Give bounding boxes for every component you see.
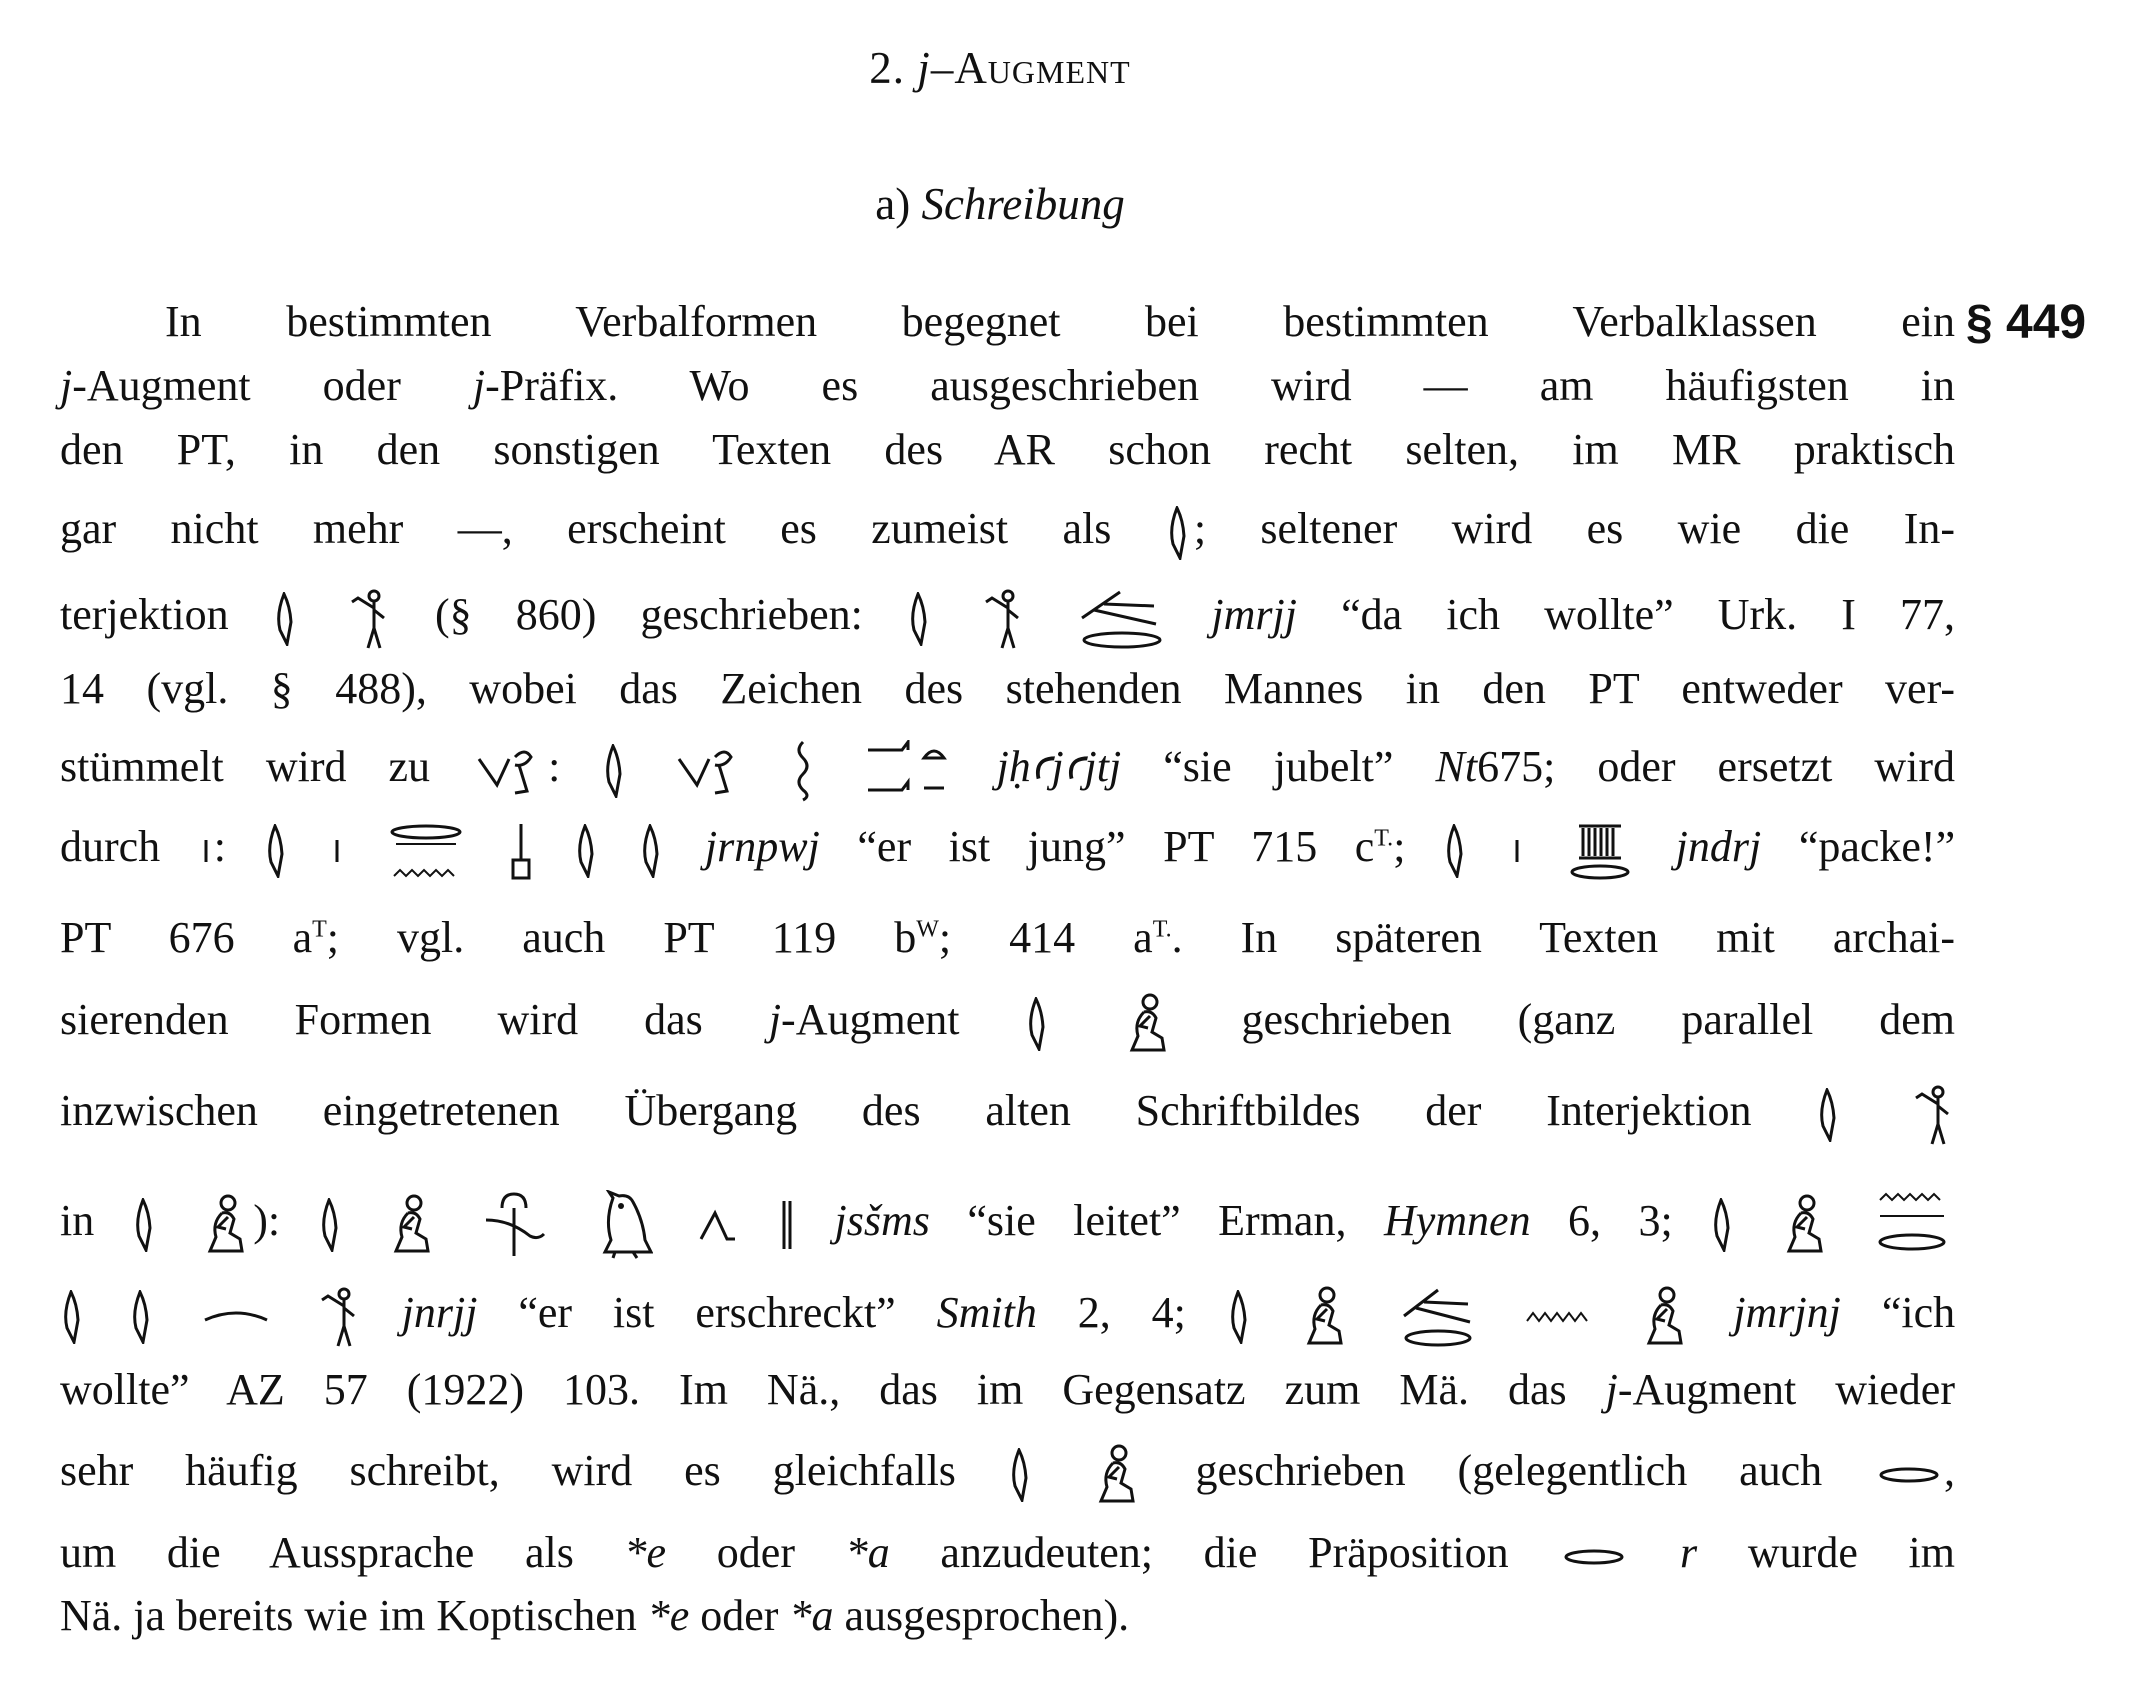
text-run: ; (1393, 822, 1406, 872)
text-line (60, 820, 1955, 882)
text-run: T. (1152, 916, 1172, 943)
text-run: T. (1374, 825, 1394, 852)
text-run: wollte” AZ 57 (1922) 103. Im Nä., das im Gegensatz zum Mä. das (60, 1365, 1606, 1414)
text-line (60, 663, 1955, 716)
reed-leaf-icon (267, 824, 289, 878)
legs-icon (697, 1205, 737, 1245)
text-line (165, 296, 1955, 349)
text-run: j (768, 995, 782, 1045)
cloth-tongue-icon (480, 1190, 550, 1260)
text-run: -Präfix. Wo es ausgeschrieben wird — am häufigsten in (485, 361, 1956, 410)
seated-man-icon (386, 1193, 436, 1257)
text-run: j (60, 361, 73, 410)
text-run: *e (647, 1591, 690, 1640)
text-run: *a (789, 1591, 834, 1640)
text-line (60, 1190, 1955, 1260)
text-line (60, 1527, 1955, 1580)
reed-leaf-icon (1230, 1290, 1252, 1344)
text-run: ): (253, 1196, 281, 1246)
reed-leaf-icon (577, 824, 599, 878)
text-run: j (472, 361, 486, 410)
reed-leaf-icon (1819, 1088, 1841, 1142)
text-line (60, 1590, 1955, 1643)
text-run: geschrieben (ganz parallel dem (1241, 995, 1956, 1045)
text-run: jsšms (834, 1196, 930, 1246)
reed-leaf-icon (276, 592, 298, 646)
reed-leaf-icon (321, 1198, 343, 1252)
text-run: r (1680, 1528, 1698, 1577)
text-run: Smith (936, 1288, 1037, 1338)
reed-leaf-icon (605, 744, 627, 798)
text-run: stümmelt wird zu (60, 742, 431, 792)
text-run: j (1605, 1365, 1618, 1414)
text-run: PT 676 a (60, 913, 313, 962)
reed-leaf-icon (910, 592, 932, 646)
text-run: “da ich wollte” Urk. I 77, (1341, 590, 1956, 640)
text-run: *a (845, 1528, 890, 1577)
reed-leaf-icon (132, 1290, 154, 1344)
owl-icon (593, 1190, 653, 1260)
text-run: “packe!” (1798, 822, 1956, 872)
text-run: “er ist erschreckt” (518, 1288, 896, 1338)
text-run: “ich (1881, 1288, 1956, 1338)
fence-mouth-icon (1565, 820, 1635, 882)
text-run: den PT, in den sonstigen Texten des AR schon recht selten, im MR praktisch (60, 425, 1955, 474)
standing-man-icon (318, 1286, 358, 1348)
text-run: : (548, 742, 561, 792)
text-run: . In späteren Texten mit archai- (1171, 913, 1955, 962)
text-run: um die Aussprache als (60, 1528, 625, 1577)
text-run: jrnpwj (704, 822, 820, 872)
seated-man-icon (1122, 992, 1172, 1056)
seated-man-icon (1639, 1285, 1689, 1349)
section-heading: 2. j–Augment (869, 43, 1131, 93)
text-run: In bestimmten Verbalformen begegnet bei bestimmten Verbalklassen ein (165, 297, 1955, 346)
twisted-flax-icon (793, 740, 813, 802)
text-run: (§ 860) geschrieben: (434, 590, 863, 640)
stroke-icon (780, 1197, 794, 1253)
reed-leaf-icon (63, 1290, 85, 1344)
text-run: 675; oder ersetzt wird (1477, 742, 1956, 792)
text-run: , (1944, 1446, 1956, 1496)
reed-leaf-icon (1713, 1198, 1735, 1252)
text-line (60, 424, 1955, 477)
text-run: oder (689, 1591, 790, 1640)
stroke-icon (1512, 836, 1522, 866)
text-run: gar nicht mehr —, erscheint es zumeist als (60, 504, 1112, 553)
text-run: T (312, 916, 327, 943)
text-run: 2, 4; (1077, 1288, 1186, 1338)
text-run: jnrjj (401, 1288, 478, 1338)
mutilated-man-icon (475, 747, 545, 795)
standing-man-icon (1912, 1084, 1952, 1146)
text-run: anzudeuten; die Präposition (889, 1528, 1509, 1577)
seated-man-icon (200, 1193, 250, 1257)
text-run: jḥꜥjꜥjtj (996, 742, 1122, 792)
mouth-icon (1877, 1462, 1941, 1488)
stool-icon (509, 820, 533, 882)
text-run: durch (60, 822, 161, 872)
hoe-mouth-icon (1396, 1286, 1476, 1348)
text-run: Hymnen (1383, 1196, 1531, 1246)
reed-leaf-icon (642, 824, 664, 878)
text-run: Nt (1435, 742, 1478, 792)
mouth-icon (201, 1302, 271, 1332)
text-line (60, 992, 1955, 1056)
mouth-water-icon (386, 820, 466, 882)
mouth-icon (1562, 1544, 1626, 1570)
text-line (60, 503, 1955, 560)
text-run: ; seltener wird es wie die In- (1193, 504, 1956, 553)
text-run: sehr häufig schreibt, wird es gleichfalls (60, 1446, 956, 1496)
standing-man-icon (348, 588, 388, 650)
text-run: wurde im (1747, 1528, 1956, 1577)
text-run: in (60, 1196, 95, 1246)
text-run: sierenden Formen wird das (60, 995, 769, 1045)
standing-man-icon (982, 588, 1022, 650)
text-run: ; vgl. auch PT 119 b (326, 913, 917, 962)
text-run: jmrjj (1211, 590, 1297, 640)
text-run: jmrjnj (1733, 1288, 1841, 1338)
text-line (60, 1364, 1955, 1417)
text-run: Nä. ja bereits wie im Koptischen (60, 1591, 648, 1640)
text-run: jndrj (1675, 822, 1762, 872)
text-line (60, 1285, 1955, 1349)
text-line (60, 1084, 1955, 1146)
text-run: -Augment (781, 995, 960, 1045)
water-mouth-icon (1872, 1190, 1952, 1260)
subsection-heading: a) Schreibung (875, 179, 1125, 229)
text-run: terjektion (60, 590, 229, 640)
text-run: -Augment wieder (1617, 1365, 1955, 1414)
reed-leaf-icon (1446, 824, 1468, 878)
hoe-mouth-icon (1072, 588, 1164, 650)
paragraph-number: § 449 (1966, 296, 2087, 349)
seated-man-icon (1779, 1193, 1829, 1257)
text-run: ; 414 a (938, 913, 1153, 962)
water-icon (1523, 1307, 1593, 1327)
text-run: 6, 3; (1568, 1196, 1673, 1246)
text-run: ausgesprochen). (833, 1591, 1130, 1640)
text-run: “sie jubelt” (1163, 742, 1394, 792)
arm-bread-icon (862, 740, 952, 802)
text-run: *e (624, 1528, 667, 1577)
text-run: geschrieben (gelegentlich auch (1195, 1446, 1823, 1496)
text-run: -Augment oder (72, 361, 473, 410)
text-line (60, 1443, 1955, 1507)
seated-man-icon (1299, 1285, 1349, 1349)
text-line (60, 588, 1955, 650)
mutilated-man-icon (675, 747, 745, 795)
text-line (60, 912, 1955, 965)
stroke-icon (332, 836, 342, 866)
reed-leaf-icon (1011, 1448, 1033, 1502)
text-run: “sie leitet” Erman, (967, 1196, 1347, 1246)
text-run: 14 (vgl. § 488), wobei das Zeichen des stehenden Mannes in den PT entweder ver- (60, 664, 1955, 713)
text-run: oder (666, 1528, 846, 1577)
text-run: : (213, 822, 226, 872)
text-run: inzwischen eingetretenen Übergang des alten Schriftbildes der Interjektion (60, 1086, 1752, 1136)
text-line (60, 740, 1955, 802)
text-line (60, 360, 1955, 413)
text-run: W (916, 916, 939, 943)
seated-man-icon (1091, 1443, 1141, 1507)
reed-leaf-icon (1169, 506, 1191, 560)
stroke-icon (201, 836, 211, 866)
reed-leaf-icon (1028, 997, 1050, 1051)
text-run: “er ist jung” PT 715 c (857, 822, 1375, 872)
reed-leaf-icon (135, 1198, 157, 1252)
